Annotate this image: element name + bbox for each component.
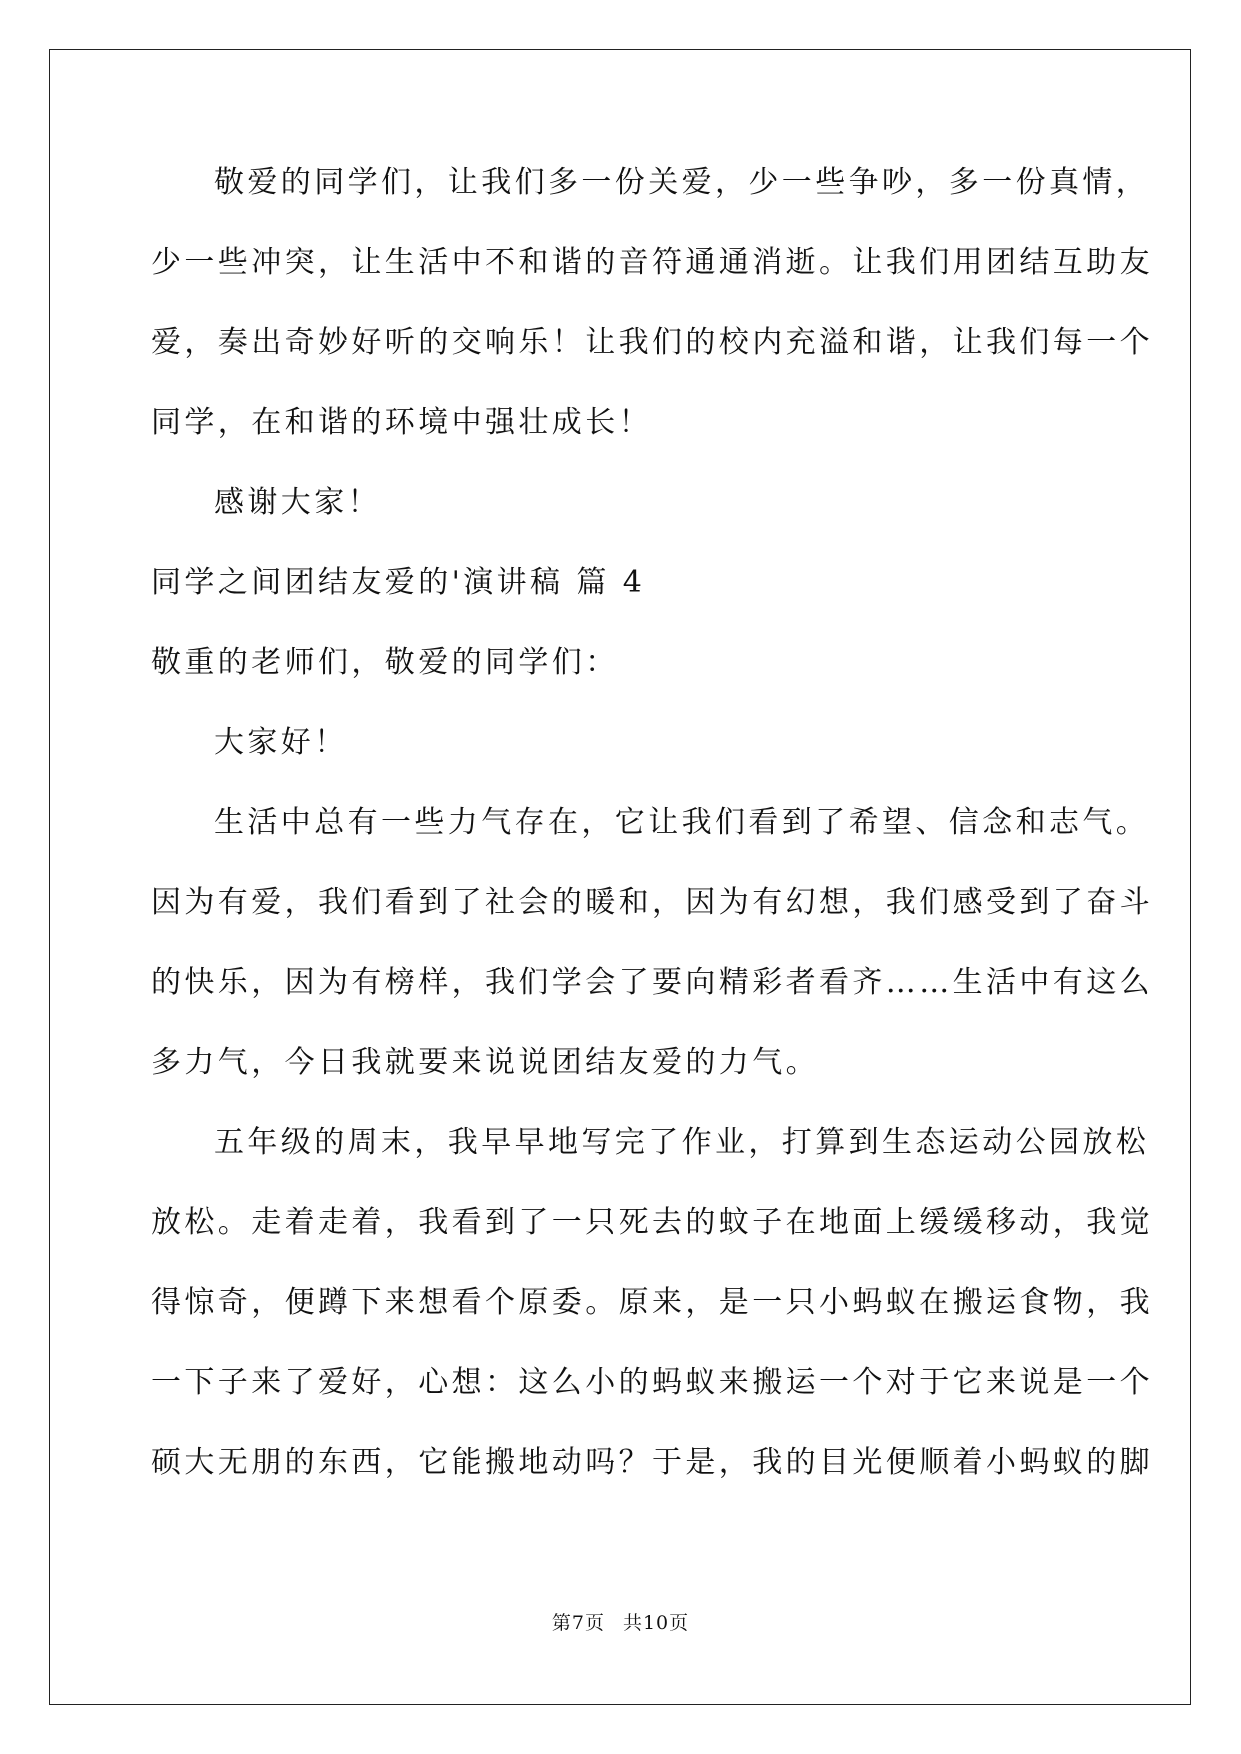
text-line: 五年级的周末，我早早地写完了作业，打算到生态运动公园放松 bbox=[214, 1125, 1150, 1160]
text-line: 因为有爱，我们看到了社会的暖和，因为有幻想，我们感受到了奋斗 bbox=[151, 885, 1153, 920]
page-total: 共10页 bbox=[622, 1612, 690, 1634]
text-line: 同学，在和谐的环境中强壮成长！ bbox=[151, 405, 652, 440]
text-line: 多力气，今日我就要来说说团结友爱的力气。 bbox=[151, 1045, 819, 1080]
page-number: 第7页 bbox=[551, 1612, 605, 1634]
thanks-line: 感谢大家！ bbox=[214, 485, 381, 520]
text-line: 得惊奇，便蹲下来想看个原委。原来，是一只小蚂蚁在搬运食物，我 bbox=[151, 1285, 1153, 1320]
text-line: 放松。走着走着，我看到了一只死去的蚊子在地面上缓缓移动，我觉 bbox=[151, 1205, 1153, 1240]
paragraph-closing-appeal bbox=[151, 162, 1153, 444]
paragraph-power-of-life bbox=[151, 802, 1153, 1084]
text-line: 硕大无朋的东西，它能搬地动吗？于是，我的目光便顺着小蚂蚁的脚 bbox=[151, 1445, 1153, 1480]
greeting: 大家好！ bbox=[214, 725, 348, 760]
text-line: 的快乐，因为有榜样，我们学会了要向精彩者看齐……生活中有这么 bbox=[151, 965, 1153, 1000]
document-body bbox=[151, 162, 1153, 1522]
text-line: 生活中总有一些力气存在，它让我们看到了希望、信念和志气。 bbox=[214, 805, 1150, 840]
text-line: 爱，奏出奇妙好听的交响乐！让我们的校内充溢和谐，让我们每一个 bbox=[151, 325, 1153, 360]
text-line: 一下子来了爱好，心想：这么小的蚂蚁来搬运一个对于它来说是一个 bbox=[151, 1365, 1153, 1400]
page-footer bbox=[0, 1611, 1241, 1635]
text-line: 敬爱的同学们，让我们多一份关爱，少一些争吵，多一份真情， bbox=[214, 165, 1150, 200]
text-line: 少一些冲突，让生活中不和谐的音符通通消逝。让我们用团结互助友 bbox=[151, 245, 1153, 280]
salutation: 敬重的老师们，敬爱的同学们： bbox=[151, 645, 619, 680]
paragraph-ant-story bbox=[151, 1122, 1153, 1484]
speech-title: 同学之间团结友爱的'演讲稿 篇 4 bbox=[151, 565, 646, 600]
